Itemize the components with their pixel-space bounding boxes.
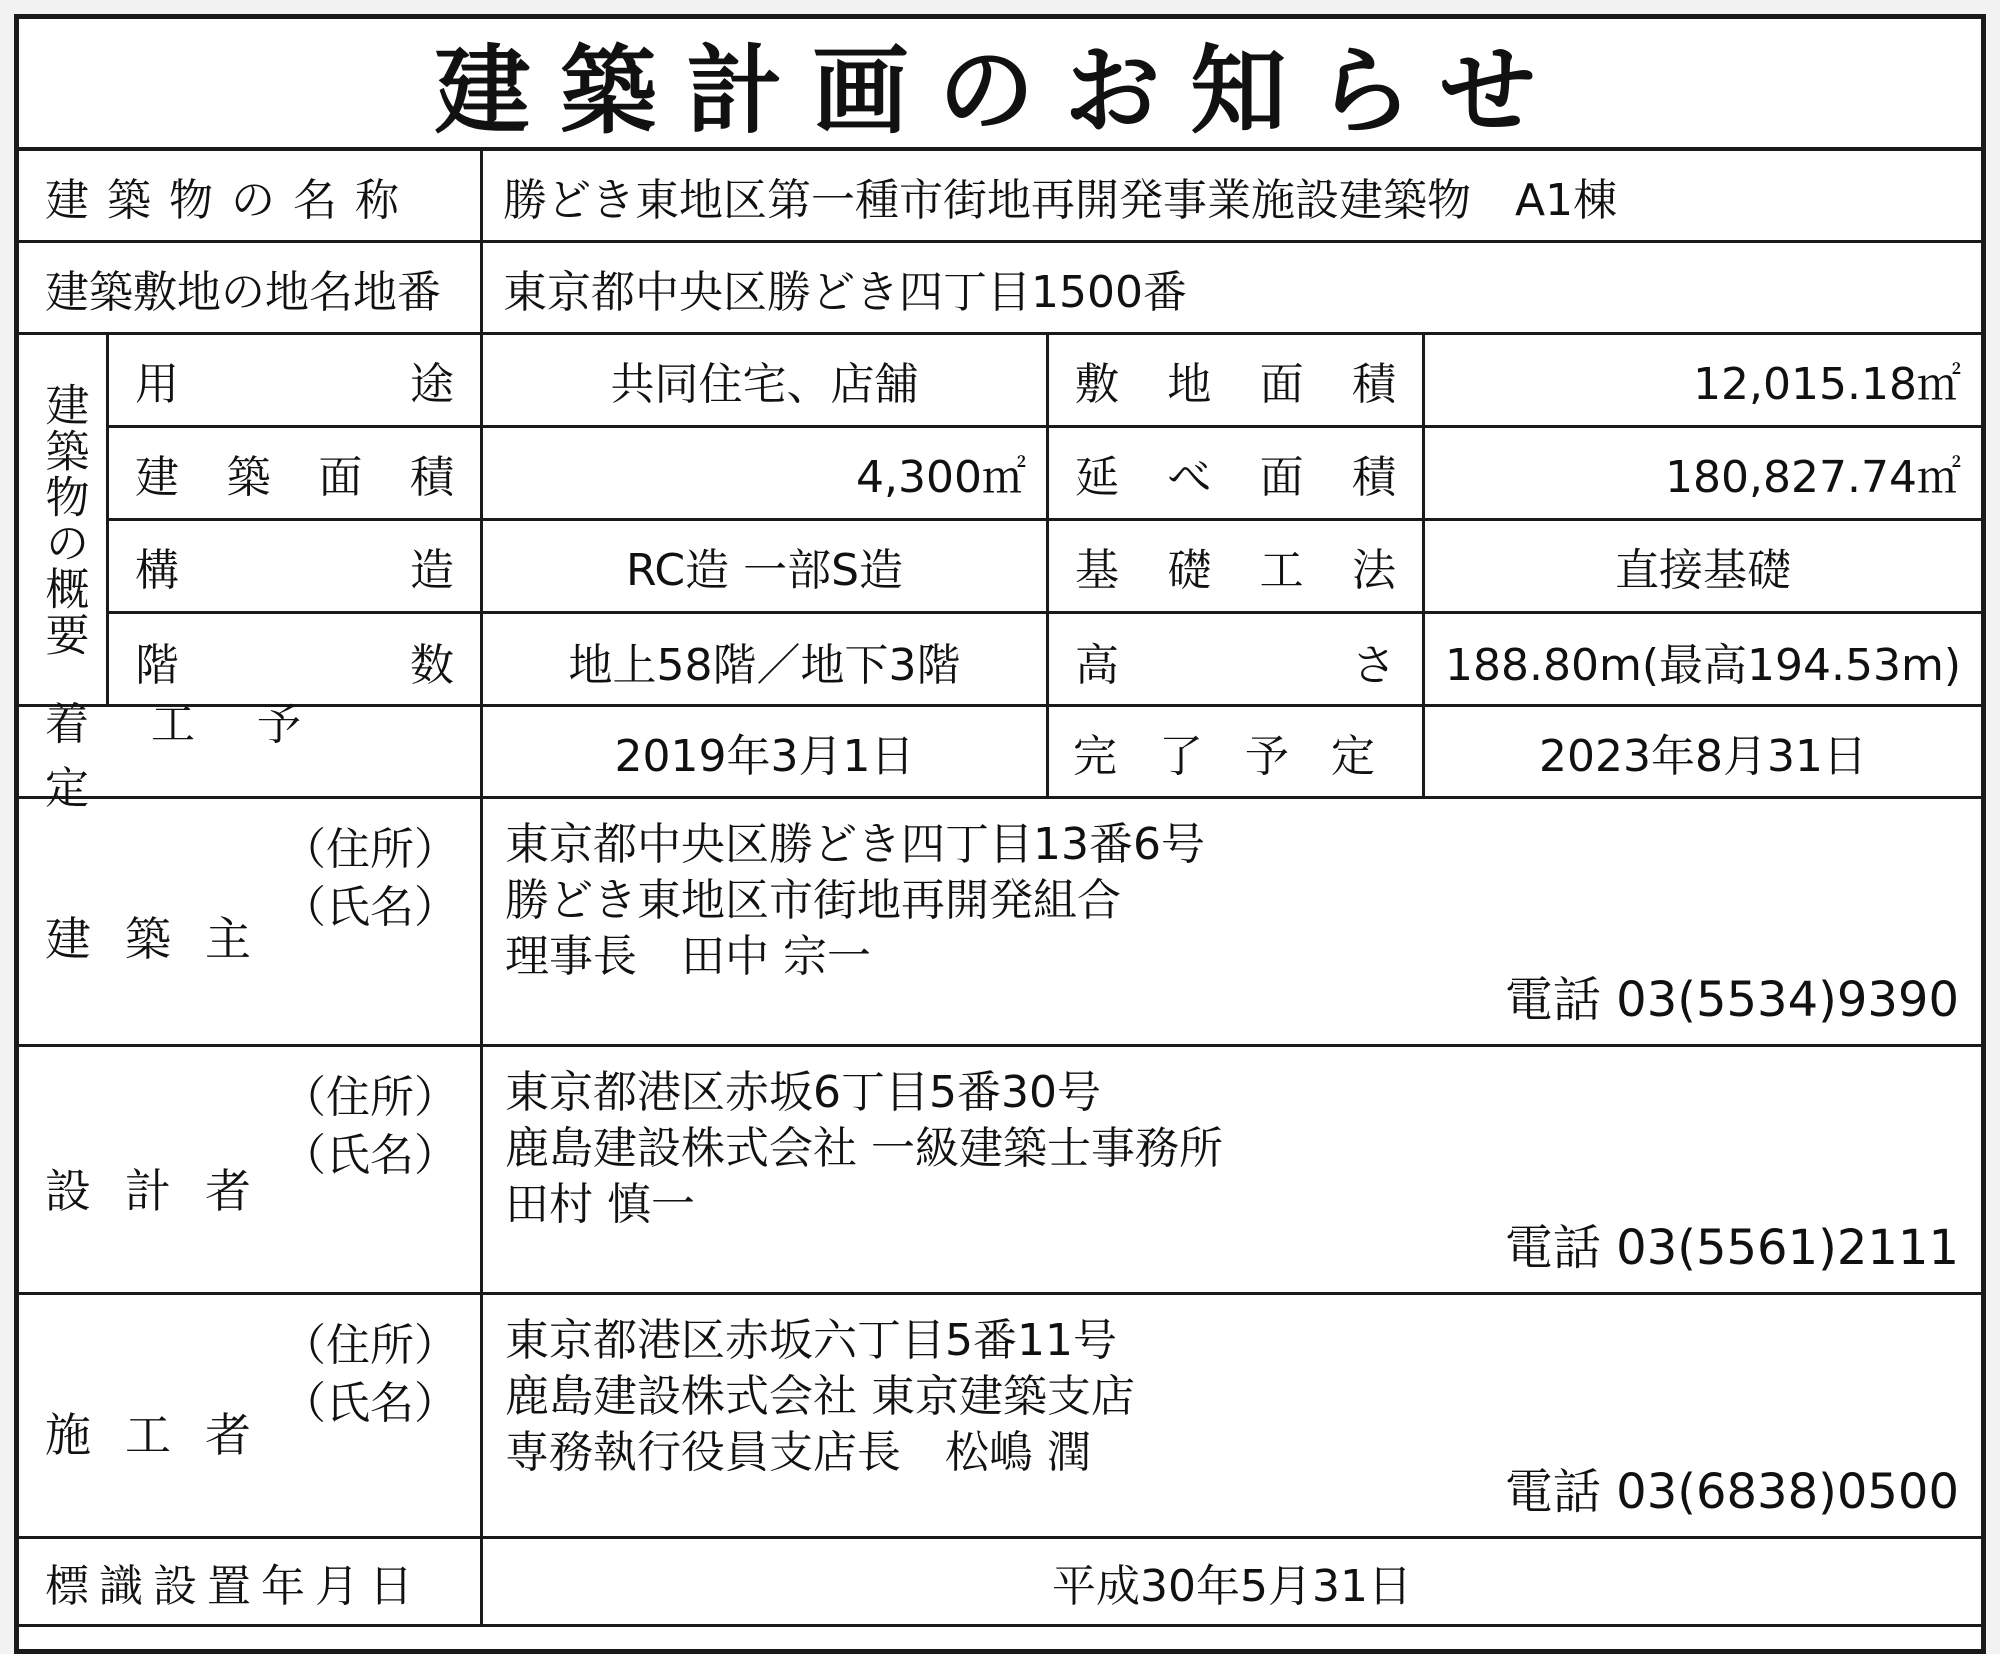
overview-right-label-char: 礎 — [1167, 545, 1212, 596]
designer-org: 鹿島建設株式会社 一級建築士事務所 — [505, 1123, 1223, 1174]
contractor-lines — [505, 1313, 1135, 1481]
overview-right-label-char: 高 — [1075, 639, 1119, 691]
overview-left-label — [109, 428, 483, 518]
page-title: 建築計画のお知らせ — [19, 19, 1981, 151]
contractor-person: 専務執行役員支店長 松嶋 潤 — [505, 1427, 1091, 1478]
designer-tel: 電話 03(5561)2111 — [1504, 1220, 1959, 1276]
owner-address: 東京都中央区勝どき四丁目13番6号 — [505, 819, 1205, 870]
contractor-sub-labels — [282, 1317, 458, 1433]
designer-row — [19, 1047, 1981, 1295]
overview-right-label-char: べ — [1167, 452, 1212, 503]
owner-label-cell — [19, 799, 483, 1044]
overview-left-label-char: 数 — [410, 639, 454, 691]
start-label-text: 着工予定 — [45, 698, 363, 814]
overview-left-value: 共同住宅、店舗 — [483, 335, 1049, 425]
start-value: 2019年3月1日 — [483, 707, 1049, 796]
overview-left-label-char: 築 — [226, 452, 271, 503]
overview-right-label — [1049, 428, 1425, 518]
sign-date-label: 標識設置年月日 — [19, 1539, 483, 1624]
owner-label: 建築主 — [45, 912, 285, 966]
overview-right-label-char: さ — [1352, 639, 1396, 691]
name-sub-label: （氏名） — [282, 1130, 458, 1181]
overview-left-label-char: 構 — [135, 545, 179, 596]
overview-row — [109, 521, 1981, 614]
address-sub-label: （住所） — [282, 1072, 458, 1123]
end-label: 完了予定 — [1049, 707, 1425, 796]
overview-left-value: RC造 一部S造 — [483, 521, 1049, 611]
overview-right-value: 188.80m(最高194.53m) — [1445, 639, 1961, 691]
overview-left-label-char: 用 — [135, 359, 179, 410]
owner-person: 理事長 田中 宗一 — [505, 931, 871, 982]
overview-right-value: 180,827.74㎡ — [1665, 452, 1961, 503]
overview-right-label-char: 法 — [1351, 545, 1396, 596]
designer-label: 設計者 — [45, 1164, 285, 1218]
overview-right-label-char: 敷 — [1075, 359, 1119, 410]
site-address-row — [19, 243, 1981, 335]
site-address-label: 建築敷地の地名地番 — [19, 243, 483, 332]
designer-label-cell — [19, 1047, 483, 1292]
overview-right-label-char: 積 — [1351, 359, 1396, 410]
overview-right-label-char: 基 — [1075, 545, 1119, 596]
owner-tel: 電話 03(5534)9390 — [1504, 972, 1959, 1028]
owner-row — [19, 799, 1981, 1047]
overview-right-label — [1049, 521, 1425, 611]
sign-date-row — [19, 1539, 1981, 1627]
building-name-label: 建築物の名称 — [19, 151, 483, 240]
overview-right-label — [1049, 614, 1425, 707]
overview-right-label-char: 面 — [1259, 452, 1304, 503]
owner-body — [483, 799, 1981, 1044]
sign-date-value: 平成30年5月31日 — [1052, 1560, 1412, 1612]
overview-right-label-char: 地 — [1167, 359, 1212, 410]
owner-lines — [505, 817, 1205, 985]
overview-section-label — [19, 335, 109, 704]
contractor-address: 東京都港区赤坂六丁目5番11号 — [505, 1315, 1117, 1366]
end-value: 2023年8月31日 — [1539, 730, 1867, 782]
overview-left-label-char: 面 — [318, 452, 363, 503]
overview-left-label-char: 階 — [135, 639, 179, 691]
building-name-value: 勝どき東地区第一種市街地再開発事業施設建築物 A1棟 — [503, 174, 1618, 226]
owner-org: 勝どき東地区市街地再開発組合 — [505, 875, 1121, 926]
overview-left-value: 4,300㎡ — [483, 428, 1049, 518]
contractor-tel: 電話 03(6838)0500 — [1504, 1464, 1959, 1520]
overview-right-label-char: 延 — [1075, 452, 1119, 503]
overview-left-label-char: 積 — [409, 452, 454, 503]
schedule-row — [19, 698, 1981, 814]
contractor-row — [19, 1295, 1981, 1539]
overview-left-label — [109, 335, 483, 425]
designer-address: 東京都港区赤坂6丁目5番30号 — [505, 1067, 1101, 1118]
contractor-label: 施工者 — [45, 1408, 285, 1462]
owner-sub-labels — [282, 821, 458, 937]
designer-body — [483, 1047, 1981, 1292]
overview-right-value: 直接基礎 — [1615, 545, 1791, 596]
address-sub-label: （住所） — [282, 824, 458, 875]
name-sub-label: （氏名） — [282, 882, 458, 933]
overview-right-label-char: 面 — [1259, 359, 1304, 410]
overview-section-label-text: 建築物の概要 — [37, 381, 89, 658]
notice-board — [14, 14, 1986, 1654]
contractor-org: 鹿島建設株式会社 東京建築支店 — [505, 1371, 1135, 1422]
overview-left-label — [109, 521, 483, 611]
overview-row — [109, 335, 1981, 428]
designer-lines — [505, 1065, 1223, 1233]
overview-left-label-char: 途 — [410, 359, 454, 410]
overview-right-label-char: 工 — [1259, 545, 1304, 596]
name-sub-label: （氏名） — [282, 1378, 458, 1429]
overview-right-value: 12,015.18㎡ — [1693, 359, 1961, 410]
overview-left-value: 地上58階／地下3階 — [483, 614, 1049, 707]
contractor-label-cell — [19, 1295, 483, 1536]
contractor-body — [483, 1295, 1981, 1536]
overview-left-label-char: 造 — [410, 545, 454, 596]
designer-sub-labels — [282, 1069, 458, 1185]
overview-left-label-char: 建 — [135, 452, 179, 503]
designer-person: 田村 慎一 — [505, 1179, 695, 1230]
site-address-value: 東京都中央区勝どき四丁目1500番 — [503, 266, 1187, 318]
overview-right-label — [1049, 335, 1425, 425]
start-label — [19, 698, 483, 814]
building-name-row — [19, 151, 1981, 243]
address-sub-label: （住所） — [282, 1320, 458, 1371]
overview-right-label-char: 積 — [1351, 452, 1396, 503]
overview-row — [109, 428, 1981, 521]
